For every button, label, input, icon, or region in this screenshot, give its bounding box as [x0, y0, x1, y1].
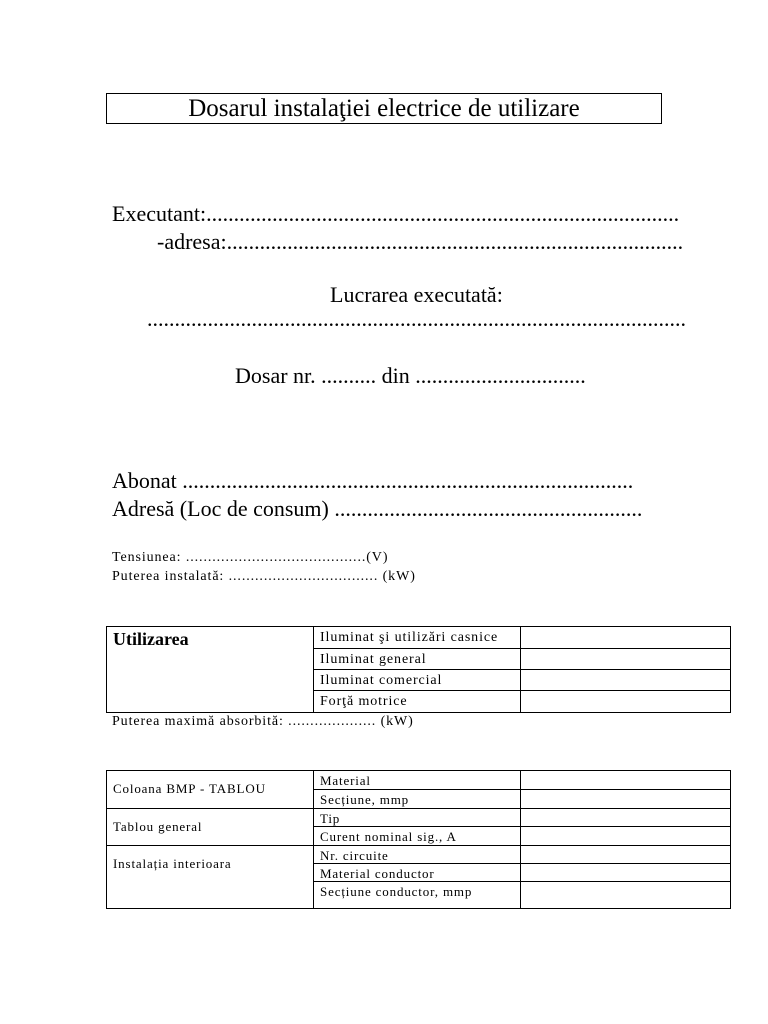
group-label-interior-installation: Instalația interioara [107, 846, 314, 909]
work-label: Lucrarea executată: [330, 282, 503, 307]
technical-item: Secțiune conductor, mmp [314, 882, 521, 909]
value-cell [521, 846, 731, 864]
executant-address-line: -adresa:................................................................................... [157, 229, 684, 254]
usage-table [106, 626, 731, 713]
value-cell [521, 691, 731, 713]
technical-item: Nr. circuite [314, 846, 521, 864]
usage-header: Utilizarea [107, 627, 314, 713]
file-number-line: Dosar nr. .......... din ............................... [235, 363, 586, 388]
value-cell [521, 809, 731, 827]
table-row [107, 627, 731, 649]
technical-item: Material conductor [314, 864, 521, 882]
subscriber-line: Abonat .................................................................................. [112, 468, 634, 493]
work-dots-line: .................................................................................................. [147, 306, 686, 331]
executant-line: Executant:...................................................................................... [112, 201, 680, 226]
usage-item: Forţă motrice [314, 691, 521, 713]
value-cell [521, 771, 731, 790]
technical-item: Tip [314, 809, 521, 827]
value-cell [521, 649, 731, 670]
usage-item: Iluminat comercial [314, 670, 521, 691]
document-title: Dosarul instalaţiei electrice de utilizare [106, 93, 662, 124]
group-label-bmp-column: Coloana BMP - TABLOU [107, 771, 314, 809]
value-cell [521, 864, 731, 882]
technical-item: Secțiune, mmp [314, 790, 521, 809]
technical-item: Material [314, 771, 521, 790]
max-power-line: Puterea maximă absorbită: .................... (kW) [112, 714, 414, 729]
usage-item: Iluminat general [314, 649, 521, 670]
value-cell [521, 670, 731, 691]
value-cell [521, 790, 731, 809]
value-cell [521, 827, 731, 846]
group-label-general-panel: Tablou general [107, 809, 314, 846]
table-row [107, 809, 731, 827]
installed-power-line: Puterea instalată: .................................. (kW) [112, 569, 416, 584]
table-row [107, 771, 731, 790]
technical-item: Curent nominal sig., A [314, 827, 521, 846]
technical-table [106, 770, 731, 909]
consumption-address-line: Adresă (Loc de consum) ........................................................ [112, 496, 643, 521]
usage-item: Iluminat şi utilizări casnice [314, 627, 521, 649]
value-cell [521, 882, 731, 909]
table-row [107, 846, 731, 864]
voltage-line: Tensiunea: .........................................(V) [112, 550, 389, 565]
value-cell [521, 627, 731, 649]
